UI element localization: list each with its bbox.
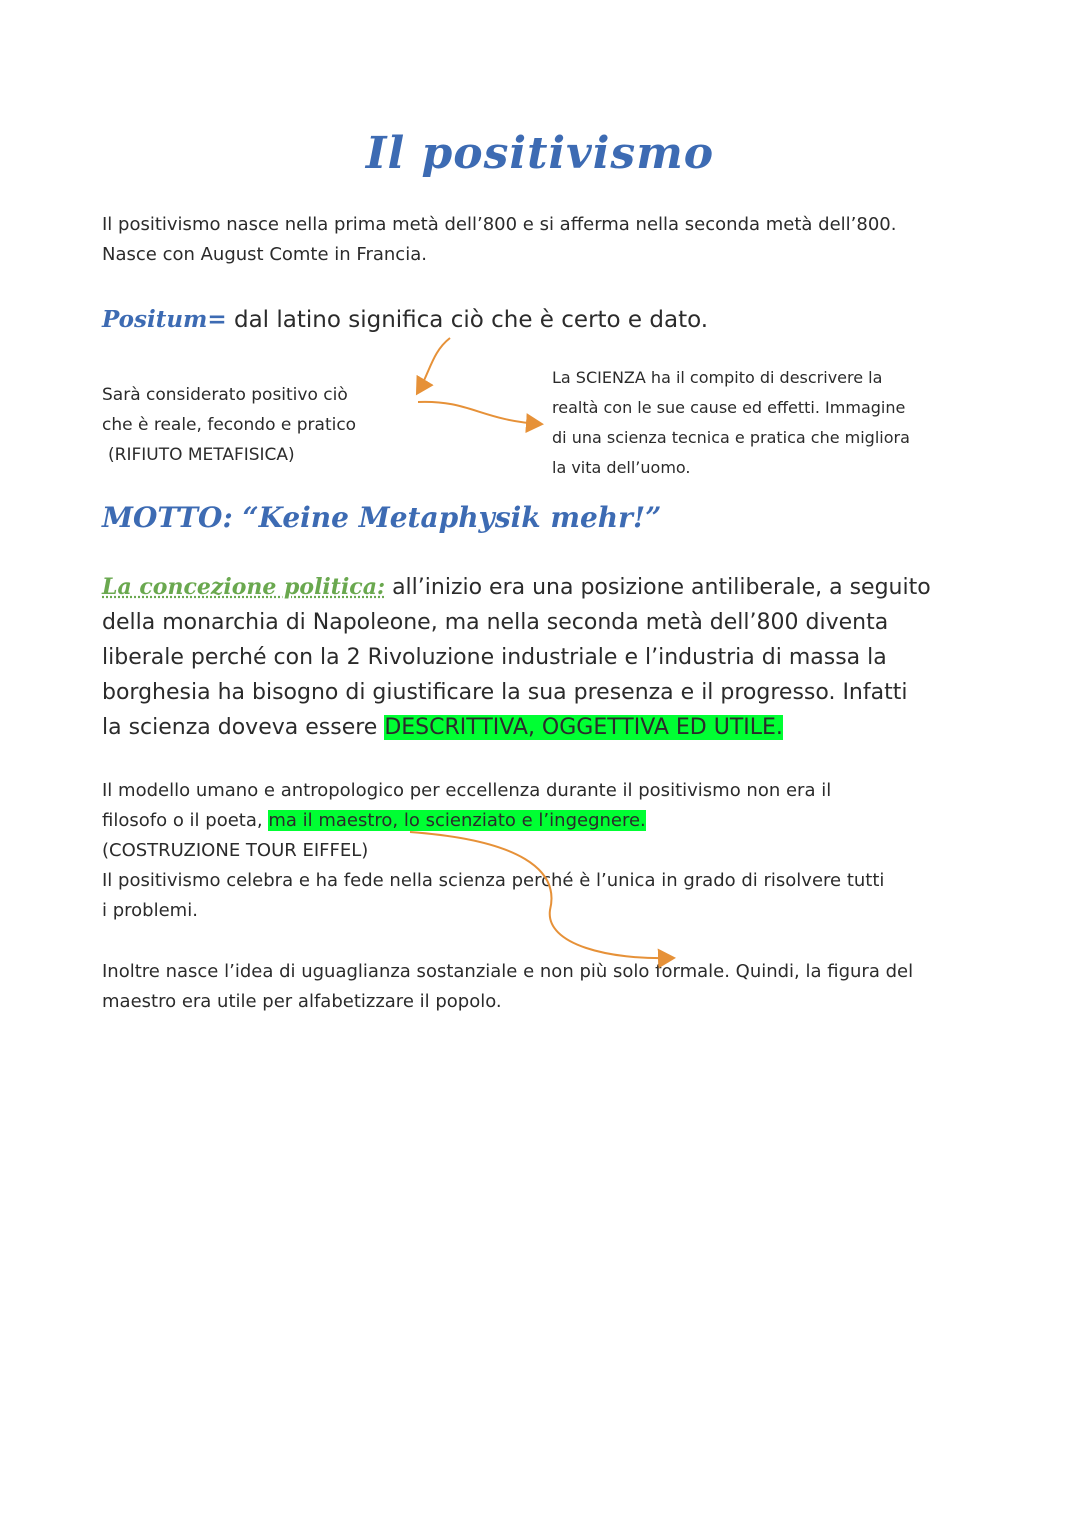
- arrow-positum-to-left-note: [418, 338, 450, 392]
- modello-line-1: Il modello umano e antropologico per eccellenza durante il positivismo non era il: [102, 780, 832, 801]
- intro-line-1: Il positivismo nasce nella prima metà dell’800 e si afferma nella seconda metà dell’800.: [102, 214, 897, 235]
- page-title: Il positivismo: [365, 128, 715, 179]
- arrow-left-note-to-right-note: [418, 402, 540, 424]
- politica-line-1: all’inizio era una posizione antiliberale, a seguito: [385, 575, 931, 600]
- modello-line-5: i problemi.: [102, 900, 198, 921]
- modello-line-4: Il positivismo celebra e ha fede nella scienza perché è l’unica in grado di risolvere tutti: [102, 870, 885, 891]
- motto-heading: MOTTO: “Keine Metaphysik mehr!”: [102, 501, 662, 534]
- modello-line-3: (COSTRUZIONE TOUR EIFFEL): [102, 840, 369, 861]
- right-note-line-1: La SCIENZA ha il compito di descrivere la: [552, 368, 883, 387]
- politica-line-3: liberale perché con la 2 Rivoluzione industriale e l’industria di massa la: [102, 645, 887, 670]
- politica-label: La concezione politica:: [102, 574, 386, 600]
- right-note-line-4: la vita dell’uomo.: [552, 458, 691, 477]
- positum-term: Positum=: [102, 306, 227, 333]
- left-note-line-1: Sarà considerato positivo ciò: [102, 385, 348, 405]
- left-note-line-3: (RIFIUTO METAFISICA): [108, 445, 295, 465]
- uguaglianza-line-1: Inoltre nasce l’idea di uguaglianza sostanziale e non più solo formale. Quindi, la figura del: [102, 961, 914, 982]
- uguaglianza-line-2: maestro era utile per alfabetizzare il popolo.: [102, 991, 502, 1012]
- politica-line-4: borghesia ha bisogno di giustificare la sua presenza e il progresso. Infatti: [102, 680, 908, 705]
- politica-line-5: la scienza doveva essere: [102, 715, 385, 740]
- modello-line-2: filosofo o il poeta,: [102, 810, 269, 831]
- right-note-line-3: di una scienza tecnica e pratica che migliora: [552, 428, 910, 447]
- politica-highlight: DESCRITTIVA, OGGETTIVA ED UTILE.: [384, 715, 783, 740]
- right-note-line-2: realtà con le sue cause ed effetti. Immagine: [552, 398, 906, 417]
- arrow-maestro-to-uguaglianza: [410, 832, 672, 958]
- intro-line-2: Nasce con August Comte in Francia.: [102, 244, 427, 265]
- modello-highlight: ma il maestro, lo scienziato e l’ingegnere.: [268, 810, 646, 831]
- positum-text: dal latino significa ciò che è certo e dato.: [226, 307, 709, 333]
- politica-line-2: della monarchia di Napoleone, ma nella seconda metà dell’800 diventa: [102, 610, 889, 635]
- left-note-line-2: che è reale, fecondo e pratico: [102, 415, 357, 435]
